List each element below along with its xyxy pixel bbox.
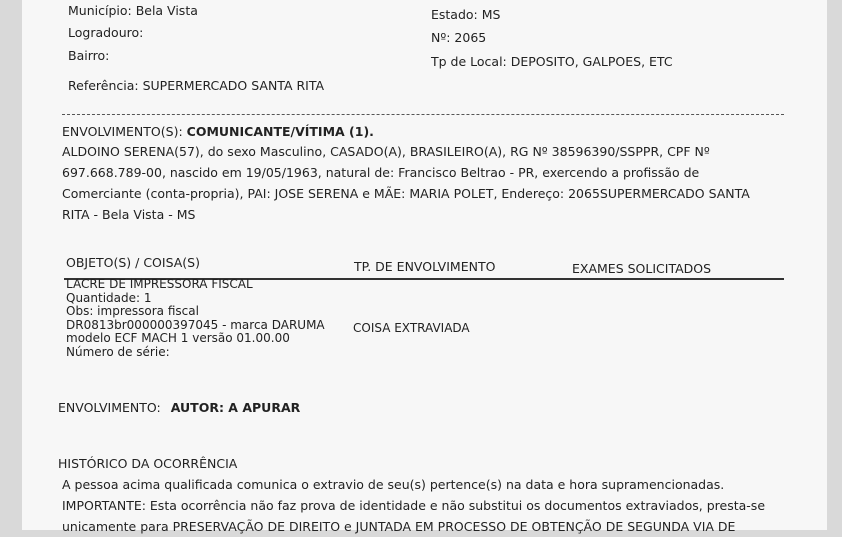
envolvimento-value: AUTOR: A APURAR bbox=[170, 400, 301, 415]
comunicante-line: ALDOINO SERENA(57), do sexo Masculino, CASADO(A), BRASILEIRO(A), RG Nº 38596390/SSPPR, CPF Nº bbox=[62, 144, 710, 159]
estado-field: Estado: MS bbox=[431, 7, 501, 22]
comunicante-line: RITA - Bela Vista - MS bbox=[62, 207, 196, 222]
envolvimento-label: ENVOLVIMENTO: bbox=[58, 400, 161, 415]
envolvimentos-heading bbox=[62, 126, 374, 139]
section-divider bbox=[62, 114, 784, 115]
comunicante-paragraph bbox=[62, 141, 750, 225]
objeto-line: Número de série: bbox=[66, 344, 170, 359]
logradouro-field: Logradouro: bbox=[68, 25, 144, 40]
bairro-field: Bairro: bbox=[68, 48, 110, 63]
comunicante-line: 697.668.789-00, nascido em 19/05/1963, natural de: Francisco Beltrao - PR, exercendo a profissão de bbox=[62, 165, 700, 180]
objeto-line: LACRE DE IMPRESSORA FISCAL bbox=[66, 277, 253, 291]
tipo-envolvimento-column-header: TP. DE ENVOLVIMENTO bbox=[354, 259, 496, 274]
historico-paragraph bbox=[62, 474, 765, 537]
objeto-item bbox=[66, 278, 325, 359]
objetos-column-header: OBJETO(S) / COISA(S) bbox=[66, 255, 200, 270]
municipio-field: Município: Bela Vista bbox=[68, 3, 198, 18]
numero-field: Nº: 2065 bbox=[431, 30, 487, 45]
exames-column-header: EXAMES SOLICITADOS bbox=[572, 261, 712, 276]
envolvimento-autor bbox=[58, 402, 300, 415]
objeto-line: Obs: impressora fiscal bbox=[66, 304, 199, 318]
objeto-line: modelo ECF MACH 1 versão 01.00.00 bbox=[66, 331, 290, 345]
envolvimentos-label: ENVOLVIMENTO(S): bbox=[62, 124, 183, 139]
objeto-line: DR0813br000000397045 - marca DARUMA bbox=[66, 317, 325, 332]
historico-line: IMPORTANTE: Esta ocorrência não faz prova de identidade e não substitui os documentos extraviados, presta-se bbox=[62, 498, 766, 513]
envolvimentos-value: COMUNICANTE/VÍTIMA (1). bbox=[186, 124, 374, 139]
tipo-local-field: Tp de Local: DEPOSITO, GALPOES, ETC bbox=[431, 54, 673, 69]
comunicante-line: Comerciante (conta-propria), PAI: JOSE SERENA e MÃE: MARIA POLET, Endereço: 2065SUPERMERCADO SANTA bbox=[62, 186, 750, 201]
historico-title: HISTÓRICO DA OCORRÊNCIA bbox=[58, 456, 238, 471]
document-page bbox=[22, 0, 827, 534]
objeto-line: Quantidade: 1 bbox=[66, 290, 152, 305]
referencia-field: Referência: SUPERMERCADO SANTA RITA bbox=[68, 78, 325, 93]
tipo-envolvimento-value: COISA EXTRAVIADA bbox=[353, 321, 470, 335]
historico-line: A pessoa acima qualificada comunica o extravio de seu(s) pertence(s) na data e hora supramencionadas. bbox=[62, 477, 725, 492]
historico-line: unicamente para PRESERVAÇÃO DE DIREITO e JUNTADA EM PROCESSO DE OBTENÇÃO DE SEGUNDA VIA DE bbox=[62, 519, 736, 534]
